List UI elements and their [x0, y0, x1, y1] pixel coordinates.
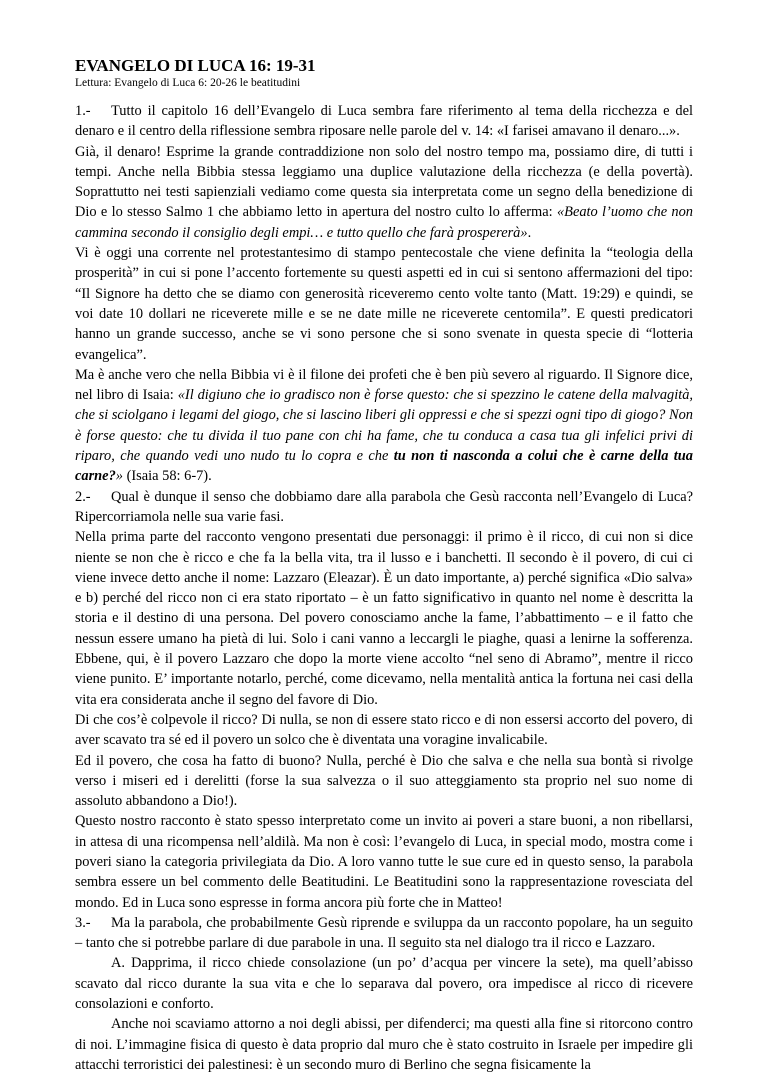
paragraph: A. Dapprima, il ricco chiede consolazione (un po’ d’acqua per vincere la sete), ma quell’abisso scavato dal ricco durante la sua vita e che lo separava dal povero, ora impedisce al ricco di ricevere consolazioni e conforto. — [75, 955, 693, 1013]
section-number: 3.- — [75, 914, 91, 931]
paragraph: Ma è anche vero che nella Bibbia vi è il filone dei profeti che è ben più severo al riguardo. Il Signore dice, nel libro di Isaia: «Il digiuno che io gradisco non è forse questo: che si spezzino le catene della malvagità, che si sciolgano i legami del giogo, che si lascino liberi gli oppressi e che si spezzi ogni tipo di giogo? Non è forse questo: che tu divida il tuo pane con chi ha fame, che tu conduca a casa tua gli infelici privi di riparo, che quando vedi uno nudo tu lo copra e che tu non ti nasconda a colui che è carne della tua carne?» (Isaia 58: 6-7). — [75, 366, 693, 485]
paragraph: Vi è oggi una corrente nel protestantesimo di stampo pentecostale che viene definita la “teologia della prosperità” in cui si pone l’accento fortemente su questi aspetti ed in cui si sentono affermazioni del tipo: “Il Signore ha detto che se diamo con generosità riceveremo cento volte tanto (Matt. 19:29) e quindi, se voi date 10 dollari ne riceverete mille e se ne date mille ne riceverete centomila”. E questi predicatori hanno un grande successo, anche se vi sono persone che si sono svenate in questa specie di “lotteria evangelica”. — [75, 245, 693, 363]
document-body — [75, 101, 693, 1075]
quote-emphasis: tu non ti nasconda a colui che è carne della tua carne? — [75, 448, 693, 485]
paragraph: 2.- Qual è dunque il senso che dobbiamo dare alla parabola che Gesù racconta nell’Evangelo di Luca? Ripercorriamola nelle sua varie fasi. — [75, 488, 693, 525]
paragraph: 1.- Tutto il capitolo 16 dell’Evangelo di Luca sembra fare riferimento al tema della ricchezza e del denaro e il centro della riflessione sembra riposare nelle parole del v. 14: «I farisei amavano il denaro...». — [75, 103, 693, 140]
document-subtitle: Lettura: Evangelo di Luca 6: 20-26 le beatitudini — [75, 77, 301, 89]
document-title: EVANGELO DI LUCA 16: 19-31 — [75, 56, 316, 75]
paragraph: 3.- Ma la parabola, che probabilmente Gesù riprende e sviluppa da un racconto popolare, ha un seguito – tanto che si potrebbe parlare di due parabole in una. Il seguito sta nel dialogo tra il ricco e Lazzaro. — [75, 914, 693, 952]
section-number: 2.- — [75, 488, 91, 505]
paragraph: Di che cos’è colpevole il ricco? Di nulla, se non di essere stato ricco e di non essersi accorto del povero, di aver scavato tra sé ed il povero un solco che è diventata una voragine invalicabile. — [75, 711, 693, 749]
paragraph: Questo nostro racconto è stato spesso interpretato come un invito ai poveri a stare buoni, a non ribellarsi, in attesa di una ricompensa nell’aldilà. Ma non è così: l’evangelo di Luca, in special modo, mostra come i poveri siano la categoria privilegiata da Dio. A loro vanno tutte le sue cure ed in questo senso, la parabola sembra essere un bel commento delle Beatitudini. Le Beatitudini sono la rappresentazione rovesciata del mondo. Ed in Luca sono espresse in forma ancora più forte che in Matteo! — [75, 813, 693, 911]
paragraph: Nella prima parte del racconto vengono presentati due personaggi: il primo è il ricco, di cui non si dice niente se non che è ricco e che fa la bella vita, tra il lusso e i banchetti. Il secondo è il povero, di cui ci viene invece detto anche il nome: Lazzaro (Eleazar). È un dato importante, a) perché significa «Dio salva» e b) perché del ricco non ci era stato riportato – è un fatto significativo in quanto nel nome è descritta la storia e il destino di una persona. Del povero conosciamo anche la fame, l’abbattimento – e il fatto che nessun essere umano ha pietà di lui. Solo i cani vanno a leccargli le piaghe, quasi a lenirne la sofferenza. Ebbene, qui, è il povero Lazzaro che dopo la morte viene accolto “nel seno di Abramo”, mentre il ricco viene punito. E’ importante notarlo, perché, come dicevamo, nella mentalità antica la fortuna nei casi della vita era considerata anche il segno del favore di Dio. — [75, 529, 693, 708]
section-number: 1.- — [75, 103, 91, 119]
quote: «Il digiuno che io gradisco non è forse questo: che si spezzino le catene della malvagità, che si sciolgano i legami del giogo, che si lascino liberi gli oppressi e che si spezzi ogni tipo di giogo? Non è forse questo: che tu divida il tuo pane con chi ha fame, che tu conduca a casa tua gli infelici privi di riparo, che quando vedi uno nudo tu lo copra e che — [75, 387, 693, 465]
quote: «Beato l’uomo che non cammina secondo il consiglio degli empi… e tutto quello che farà prospererà» — [75, 204, 693, 241]
paragraph: Anche noi scaviamo attorno a noi degli abissi, per difenderci; ma questi alla fine si ritorcono contro di noi. L’immagine fisica di questo è data proprio dal muro che è stato costruito in Israele per impedire gli attacchi terroristici dei palestinesi: è un secondo muro di Berlino che segna fisicamente la — [75, 1016, 693, 1073]
paragraph: Ed il povero, che cosa ha fatto di buono? Nulla, perché è Dio che salva e che nella sua bontà si rivolge verso i miseri ed i derelitti (forse la sua salvezza o il suo atteggiamento sta proprio nel suo nome di assoluto abbandono a Dio!). — [75, 752, 693, 810]
paragraph: Già, il denaro! Esprime la grande contraddizione non solo del nostro tempo ma, possiamo dire, di tutti i tempi. Anche nella Bibbia stessa leggiamo una duplice valutazione della ricchezza (e della povertà). Soprattutto nei testi sapienziali vediamo come questa sia interpretata come un segno della benedizione di Dio e lo stesso Salmo 1 che abbiamo letto in apertura del nostro culto lo afferma: «Beato l’uomo che non cammina secondo il consiglio degli empi… e tutto quello che farà prospererà». — [75, 143, 693, 241]
